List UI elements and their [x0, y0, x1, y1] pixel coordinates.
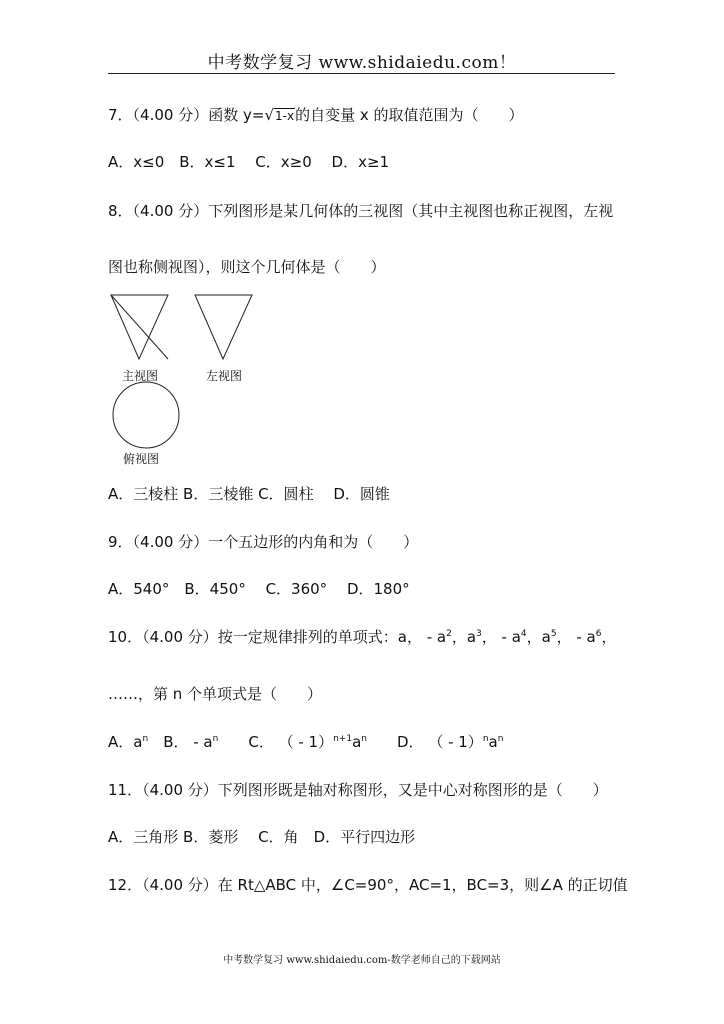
- q10-option-a: A．a: [108, 733, 143, 751]
- front-view-triangle: [111, 295, 168, 359]
- question-11: 11．（4.00 分）下列图形既是轴对称图形，又是中心对称图形的是（ ）: [108, 781, 608, 799]
- question-9-options: A．540° B．450° C．360° D．180°: [108, 580, 410, 598]
- page-header: 中考数学复习 www.shidaiedu.com！: [207, 53, 517, 73]
- question-7-options: A．x≤0 B．x≤1 C．x≥0 D．x≥1: [108, 153, 390, 171]
- radical-sign: √: [264, 106, 274, 124]
- q10-option-a-exp: n: [142, 734, 149, 744]
- question-8-line-2: 图也称侧视图），则这个几何体是（ ）: [108, 258, 386, 276]
- q10-option-d: D． （ - 1）: [367, 733, 483, 751]
- q10-term-3: ， - a: [481, 628, 521, 646]
- q10-exp-5: 6: [595, 629, 602, 639]
- top-view-circle: [113, 382, 179, 448]
- q10-term-2: ，a: [451, 628, 477, 646]
- q10-option-b-exp: n: [212, 734, 219, 744]
- q10-exp-3: 4: [520, 629, 527, 639]
- q10-option-d-tail: a: [488, 733, 498, 751]
- q10-term-6: ，: [601, 628, 617, 646]
- question-7-radicand: 1-x: [275, 109, 295, 123]
- q10-exp-2: 3: [476, 629, 482, 639]
- question-10-line-1: [108, 626, 617, 647]
- question-12: 12．（4.00 分）在 Rt△ABC 中，∠C=90°，AC=1，BC=3，则∠A 的正切值: [108, 876, 628, 894]
- question-7: [108, 104, 524, 125]
- header-divider: [108, 73, 615, 74]
- q10-text-start: 10．（4.00 分）按一定规律排列的单项式：a， - a: [108, 628, 447, 646]
- left-view-caption: 左视图: [206, 369, 243, 383]
- q10-option-c-tail-exp: n: [361, 734, 367, 744]
- page-footer: 中考数学复习 www.shidaiedu.com-数学老师自己的下载网站: [223, 955, 501, 966]
- front-view-caption: 主视图: [122, 369, 159, 383]
- q10-option-b: B． - a: [148, 733, 213, 751]
- left-view-triangle: [195, 295, 252, 359]
- q10-term-5: ， - a: [556, 628, 596, 646]
- q10-option-c-exp: n+1: [333, 734, 353, 744]
- q10-option-c: C． （ - 1）: [218, 733, 334, 751]
- q10-exp-1: 2: [446, 629, 452, 639]
- question-8-line-1: 8．（4.00 分）下列图形是某几何体的三视图（其中主视图也称正视图，左视: [108, 202, 614, 220]
- q10-term-4: ，a: [526, 628, 551, 646]
- question-8-options: A．三棱柱 B．三棱锥 C．圆柱 D．圆锥: [108, 485, 390, 503]
- q10-option-c-tail: a: [352, 733, 362, 751]
- question-10-options: [108, 731, 503, 752]
- q10-option-d-tail-exp: n: [497, 734, 504, 744]
- question-9: 9．（4.00 分）一个五边形的内角和为（ ）: [108, 533, 419, 551]
- question-11-options: A．三角形 B．菱形 C．角 D．平行四边形: [108, 828, 416, 846]
- question-7-prefix: 7．（4.00 分）函数 y=: [108, 106, 265, 124]
- question-7-suffix: 的自变量 x 的取值范围为（ ）: [295, 106, 524, 124]
- q10-option-d-exp: n: [482, 734, 489, 744]
- q10-exp-4: 5: [550, 629, 557, 639]
- question-10-line-2: ……，第 n 个单项式是（ ）: [108, 685, 323, 703]
- top-view-caption: 俯视图: [123, 452, 160, 466]
